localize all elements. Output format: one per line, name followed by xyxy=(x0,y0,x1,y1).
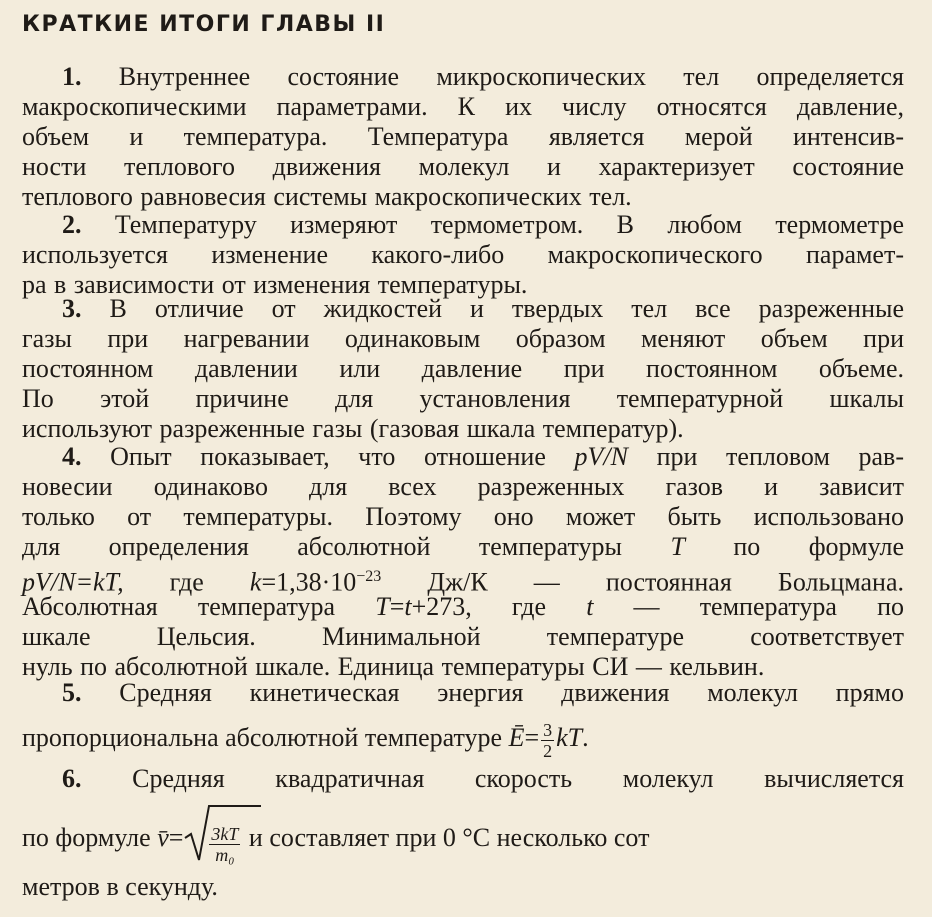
paragraph-2-number: 2. xyxy=(62,210,82,239)
paragraph-1-line-4: ности теплового движения молекул и характеризует состояние xyxy=(22,152,904,181)
paragraph-4-text-4a: для определения абсолютной температуры xyxy=(22,532,671,561)
paragraph-2 xyxy=(22,210,904,300)
symbol-T-2: T xyxy=(375,592,390,621)
paragraph-5-text-2a: пропорциональна абсолютной температуре xyxy=(22,723,509,752)
paragraph-4-text-6c: +273, где xyxy=(411,592,587,621)
paragraph-3-line-2: газы при нагревании одинаковым образом меняют объем при xyxy=(22,324,904,353)
paragraph-4 xyxy=(22,442,904,682)
paragraph-3-number: 3. xyxy=(62,294,82,323)
paragraph-6-number: 6. xyxy=(62,764,82,793)
paragraph-3-line-5: используют разреженные газы (газовая шкала температур). xyxy=(22,414,684,443)
paragraph-3-line-3: постоянном давлении или давление при постоянном объеме. xyxy=(22,354,904,383)
paragraph-2-line-3: ра в зависимости от изменения температуры. xyxy=(22,270,528,299)
paragraph-6-text-2b: и составляет при 0 °С несколько сот xyxy=(242,823,650,852)
paragraph-5 xyxy=(22,678,904,708)
paragraph-2-line-2: используется изменение какого-либо макроскопического парамет- xyxy=(22,240,904,269)
formula-pv-n: pV/N xyxy=(574,442,628,471)
fraction-numerator-2: 3kT xyxy=(211,823,239,844)
symbol-E-bar: Ē xyxy=(508,723,525,752)
paragraph-6 xyxy=(22,764,904,794)
paragraph-6-text-1: Средняя квадратичная скорость молекул вычисляется xyxy=(132,764,904,793)
paragraph-1-line-2: макроскопическими параметрами. К их числу относятся давление, xyxy=(22,92,904,121)
square-root xyxy=(183,808,242,872)
paragraph-4-text-5c: Дж/К — постоянная Больцмана. xyxy=(381,567,904,597)
fraction-denominator-2: m₀ xyxy=(215,844,235,865)
paragraph-1-line-5: теплового равновесия системы макроскопических тел. xyxy=(22,182,632,211)
equals-sign: = xyxy=(389,592,405,621)
equals-sign-3: = xyxy=(168,823,184,852)
paragraph-1-number: 1. xyxy=(62,62,82,91)
paragraph-4-text-5a: где xyxy=(123,567,250,597)
paragraph-4-text-6a: Абсолютная температура xyxy=(22,592,376,621)
paragraph-1-line-3: объем и температура. Температура является мерой интенсив- xyxy=(22,122,904,151)
paragraph-4-text-4b: по формуле xyxy=(684,532,904,561)
paragraph-4-line-2: новесии одинаково для всех разреженных газов и зависит xyxy=(22,472,904,501)
paragraph-5-line-2 xyxy=(22,716,904,760)
paragraph-3-line-4: По этой причине для установления температурной шкалы xyxy=(22,384,904,413)
paragraph-4-text-1a: Опыт показывает, что отношение xyxy=(110,442,575,471)
period: . xyxy=(582,723,589,752)
paragraph-1-text-1: Внутреннее состояние микроскопических тел определяется xyxy=(118,62,904,91)
chapter-summary-heading: КРАТКИЕ ИТОГИ ГЛАВЫ II xyxy=(22,12,386,37)
boltzmann-value: =1,38·10 xyxy=(261,567,357,597)
paragraph-6-line-2 xyxy=(22,806,904,870)
paragraph-2-line-1 xyxy=(22,210,904,240)
paragraph-4-line-6 xyxy=(22,592,904,622)
symbol-k: k xyxy=(249,567,262,597)
paragraph-3 xyxy=(22,294,904,444)
paragraph-4-line-5 xyxy=(22,562,904,597)
equals-sign-2: = xyxy=(524,723,540,752)
paragraph-6-text-2a: по формуле xyxy=(22,823,158,852)
paragraph-4-number: 4. xyxy=(62,442,82,471)
paragraph-1-line-1 xyxy=(22,62,904,92)
symbol-t: t xyxy=(404,592,412,621)
formula-pv-n-kt: pV/N=kT, xyxy=(22,567,124,597)
symbol-kT: kT xyxy=(556,723,583,752)
fraction-three-halves xyxy=(541,720,554,761)
paragraph-3-line-1 xyxy=(22,294,904,324)
fraction-denominator: 2 xyxy=(543,740,553,761)
paragraph-4-line-7: шкале Цельсия. Минимальной температуре соответствует xyxy=(22,622,904,651)
fraction-numerator: 3 xyxy=(543,719,553,740)
paragraph-1 xyxy=(22,62,904,212)
paragraph-4-text-1b: при тепловом рав- xyxy=(627,442,904,471)
paragraph-5-line-1 xyxy=(22,678,904,708)
radical-sign-icon xyxy=(183,802,263,864)
paragraph-4-line-4 xyxy=(22,532,904,562)
paragraph-5-number: 5. xyxy=(62,678,82,707)
paragraph-3-text-1: В отличие от жидкостей и твердых тел все разреженные xyxy=(109,294,905,323)
paragraph-4-line-8: нуль по абсолютной шкале. Единица температуры СИ — кельвин. xyxy=(22,652,765,681)
symbol-T: T xyxy=(670,532,685,561)
symbol-v-bar: v̄ xyxy=(157,823,169,852)
paragraph-6-line-3: метров в секунду. xyxy=(22,872,218,901)
paragraph-5-text-1: Средняя кинетическая энергия движения молекул прямо xyxy=(119,678,905,707)
boltzmann-exponent: −23 xyxy=(356,568,382,585)
paragraph-4-line-3: только от температуры. Поэтому оно может быть использовано xyxy=(22,502,904,531)
symbol-t-2: t xyxy=(586,592,594,621)
paragraph-4-text-6d: — температура по xyxy=(593,592,904,621)
paragraph-4-line-1 xyxy=(22,442,904,472)
paragraph-6-line-1 xyxy=(22,764,904,794)
paragraph-2-text-1: Температуру измеряют термометром. В любом термометре xyxy=(114,210,904,239)
